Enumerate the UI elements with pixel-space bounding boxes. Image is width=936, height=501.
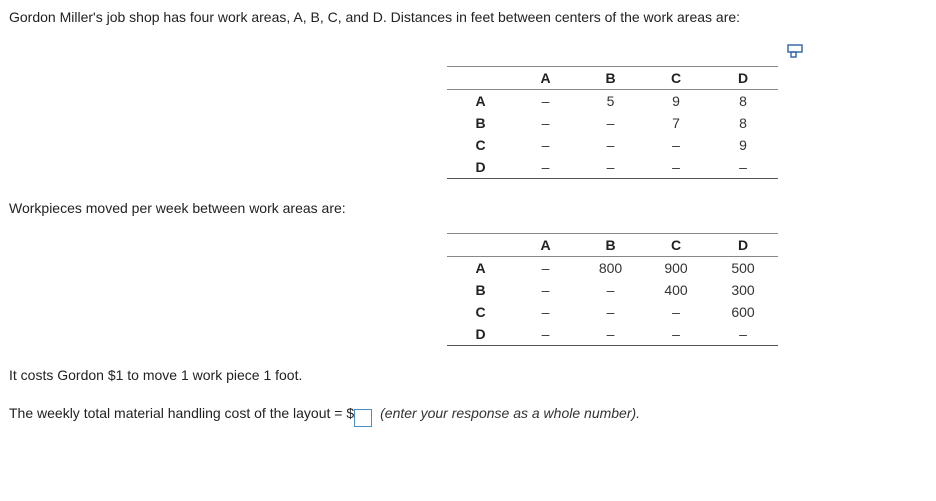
workpiece-col-header: A — [514, 234, 577, 257]
cost-note-text: It costs Gordon $1 to move 1 work piece 1 foot. — [9, 367, 303, 383]
workpiece-row-label: B — [475, 282, 486, 298]
workpiece-cell: – — [708, 323, 778, 346]
distance-row-label: D — [447, 156, 514, 179]
workpiece-cell: 400 — [664, 282, 688, 298]
distance-cell: – — [606, 115, 615, 131]
distance-col-header: B — [577, 67, 644, 90]
distance-corner-header — [447, 67, 514, 90]
distance-col-header: C — [644, 67, 708, 90]
copy-data-icon[interactable] — [787, 44, 803, 58]
workpiece-cell: 500 — [731, 260, 755, 276]
distance-cell: – — [644, 156, 708, 179]
distance-row — [447, 112, 778, 134]
answer-hint: (enter your response as a whole number). — [380, 405, 641, 421]
distance-cell: 8 — [739, 93, 747, 109]
workpiece-row-label: C — [475, 304, 486, 320]
workpiece-col-header: B — [577, 234, 644, 257]
workpiece-col-header: D — [708, 234, 778, 257]
workpiece-col-header: C — [644, 234, 708, 257]
workpiece-row — [447, 279, 778, 301]
workpiece-cell: – — [606, 282, 615, 298]
distance-row — [447, 156, 778, 179]
workpiece-corner-header — [447, 234, 514, 257]
distance-row — [447, 90, 778, 113]
distance-row-label: B — [475, 115, 486, 131]
distance-cell: – — [577, 156, 644, 179]
distance-row-label: C — [475, 137, 486, 153]
workpiece-cell: – — [541, 304, 550, 320]
workpiece-cell: – — [577, 323, 644, 346]
distance-col-header: A — [514, 67, 577, 90]
workpiece-cell: – — [514, 323, 577, 346]
workpiece-row-label: A — [475, 260, 486, 276]
workpiece-cell: 300 — [731, 282, 755, 298]
distance-cell: – — [514, 156, 577, 179]
workpiece-cell: – — [606, 304, 615, 320]
distance-col-header: D — [708, 67, 778, 90]
distance-row-label: A — [475, 93, 486, 109]
workpiece-cell: 600 — [731, 304, 755, 320]
distance-cell: 5 — [606, 93, 615, 109]
workpiece-cell: 900 — [664, 260, 688, 276]
distance-cell: 9 — [672, 93, 680, 109]
distance-cell: – — [541, 115, 550, 131]
distance-cell: 7 — [672, 115, 680, 131]
answer-label: The weekly total material handling cost of the layout = $ — [9, 405, 355, 421]
distance-cell: – — [708, 156, 778, 179]
workpiece-cell: 800 — [598, 260, 623, 276]
answer-line — [9, 405, 640, 427]
distance-header-row — [447, 67, 778, 90]
distance-cell: – — [606, 137, 615, 153]
distance-cell: – — [672, 137, 680, 153]
distance-cell: 9 — [739, 137, 747, 153]
answer-input[interactable] — [354, 409, 372, 427]
workpiece-cell: – — [541, 260, 550, 276]
distance-table — [447, 66, 778, 179]
workpiece-table — [447, 233, 778, 346]
workpiece-header-row — [447, 234, 778, 257]
workpiece-cell: – — [541, 282, 550, 298]
workpiece-row — [447, 323, 778, 346]
workpieces-intro-text: Workpieces moved per week between work areas are: — [9, 200, 346, 216]
distance-cell: – — [541, 93, 550, 109]
workpiece-row — [447, 257, 778, 280]
workpiece-row-label: D — [447, 323, 514, 346]
distance-cell: – — [541, 137, 550, 153]
workpiece-cell: – — [672, 304, 680, 320]
workpiece-cell: – — [644, 323, 708, 346]
distance-cell: 8 — [739, 115, 747, 131]
distance-row — [447, 134, 778, 156]
problem-intro-text: Gordon Miller's job shop has four work areas, A, B, C, and D. Distances in feet between centers of the work areas are: — [9, 9, 741, 25]
workpiece-row — [447, 301, 778, 323]
